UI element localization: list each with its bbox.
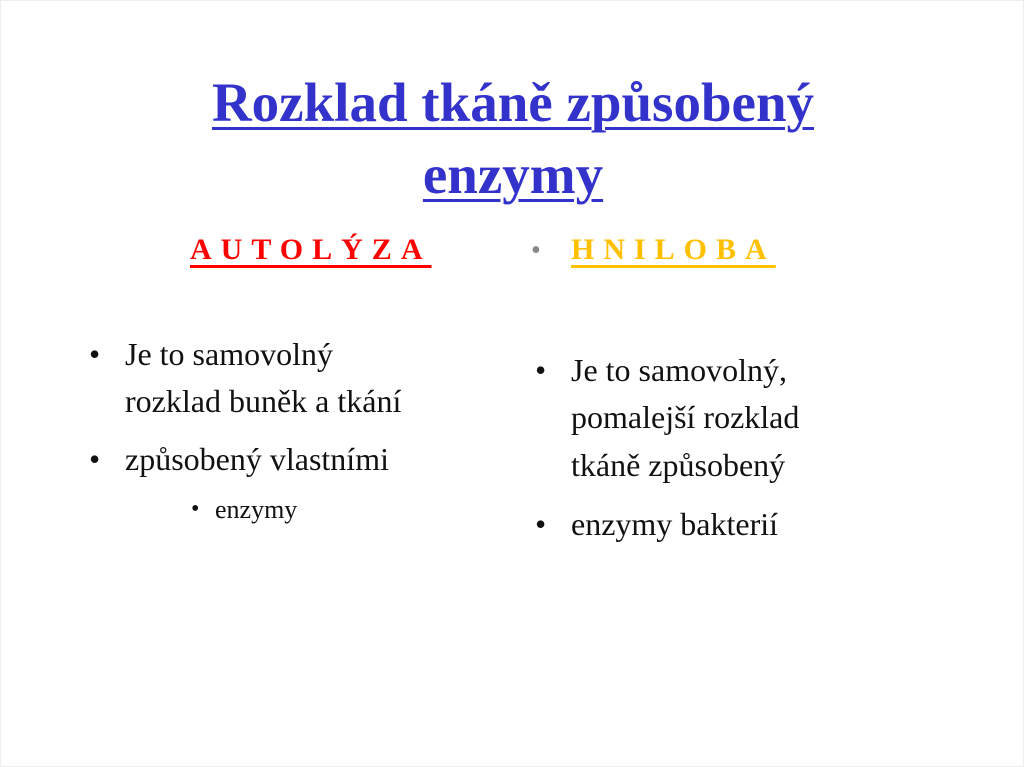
heading-hniloba: HNILOBA [571,233,776,266]
slide-title-line2: enzymy [422,144,604,205]
right-bullet-text: enzymy bakterií [571,506,779,542]
right-bullet-text: pomalejší rozklad [571,399,800,435]
bullet-icon: • [89,336,101,372]
left-bullet-text: Je to samovolný [125,336,333,372]
right-bullet-text: tkáně způsobený [571,447,786,483]
bullet-icon: • [89,441,101,477]
left-bullet-text: rozklad buněk a tkání [125,383,402,419]
slide-title-line1: Rozklad tkáně způsobený [211,72,815,133]
bullet-icon: • [535,506,547,542]
heading-autolyza: AUTOLÝZA [190,233,432,266]
bullet-icon: • [531,235,541,266]
bullet-icon: • [191,496,200,522]
left-bullet-text: způsobený vlastními [125,441,389,477]
right-bullet-text: Je to samovolný, [571,352,787,388]
bullet-icon: • [535,352,547,388]
left-sub-bullet-text: enzymy [215,495,298,524]
